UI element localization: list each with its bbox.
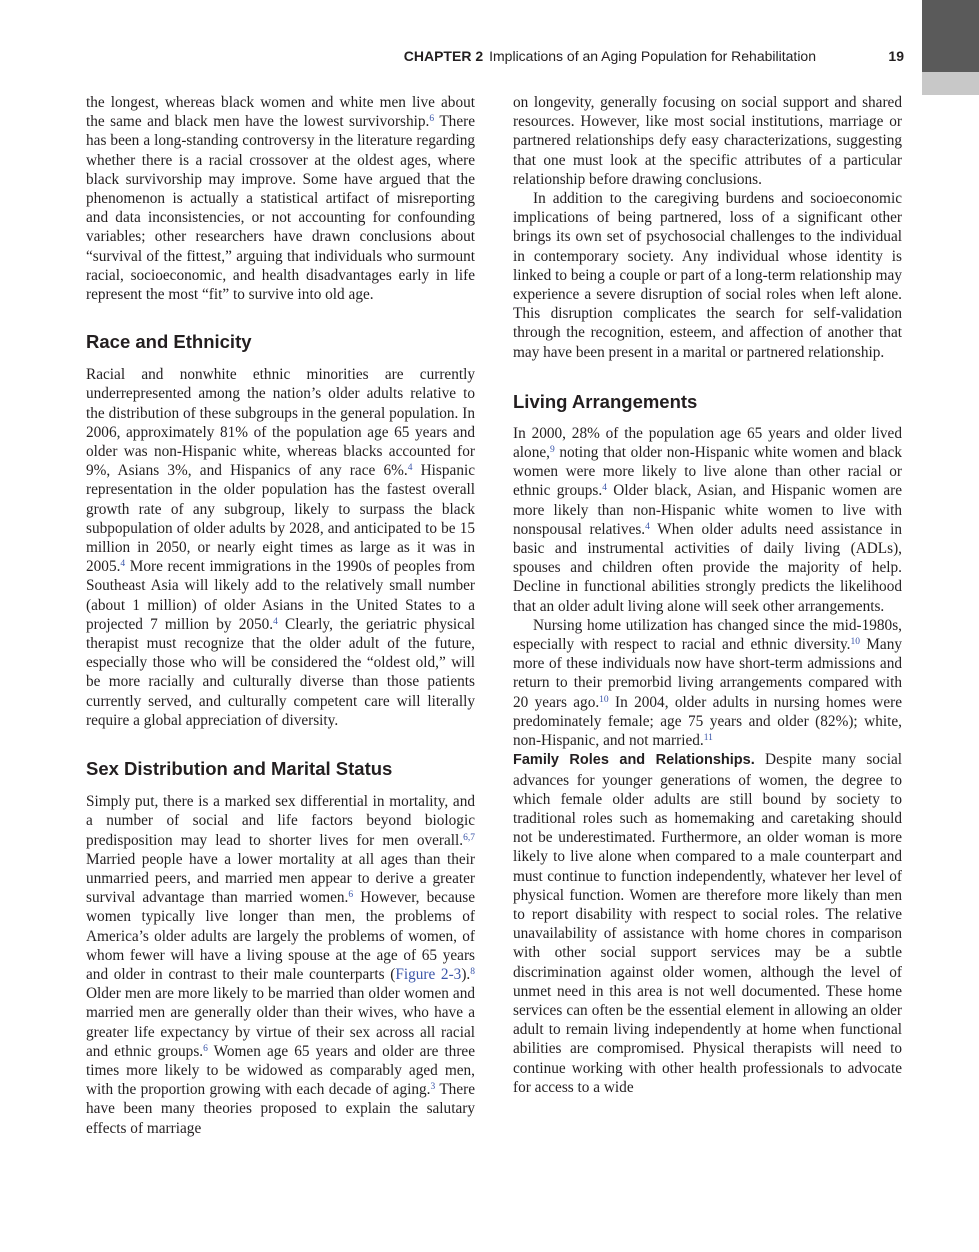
text-span: There have been many theories proposed to explain the salutary effects of marriage (86, 1081, 475, 1137)
page-tab-dark (922, 0, 979, 72)
citation-ref[interactable]: 3 (430, 1082, 436, 1093)
paragraph (86, 93, 475, 304)
citation-ref[interactable]: 4 (602, 483, 607, 494)
figure-link[interactable]: Figure 2-3 (395, 965, 462, 983)
paragraph (513, 424, 902, 616)
chapter-heading (404, 48, 816, 64)
text-span: Many more of these individuals now have short-term admissions and return to their premorbid living arrangements compared with 20 years ago. (513, 636, 902, 711)
citation-ref[interactable]: 10 (599, 694, 609, 705)
chapter-label: CHAPTER 2 (403, 48, 484, 64)
section-heading-sex: Sex Distribution and Marital Status (86, 758, 393, 780)
text-span: Married people have a lower mortality at all ages than their unmarried peers, and married men appear to derive a greater survival advantage than married women. (86, 850, 475, 907)
text-span: Older men are more likely to be married than older women and married men are generally older than their wives, who have a greater life expectancy by virtue of their sex across all racial and ethnic groups. (86, 985, 475, 1060)
paragraph (86, 365, 475, 730)
citation-ref[interactable]: 4 (645, 521, 650, 532)
text-span: In 2000, 28% of the population age 65 years and older lived alone, (513, 424, 902, 462)
section-heading-living: Living Arrangements (513, 390, 698, 412)
paragraph (513, 616, 902, 750)
citation-ref[interactable]: 6 (348, 890, 354, 901)
page-number: 19 (888, 48, 904, 64)
text-span: noting that older non-Hispanic white women and black women were more likely to live alone than other racial or ethnic groups. (513, 444, 902, 500)
paragraph: on longevity, generally focusing on social support and shared resources. However, like most social institutions, marriage or partnered relationships defy easy characterizations, suggesting that one must look at the specific attributes of a particular relationship before drawing conclusions. (513, 94, 902, 188)
paragraph: In addition to the caregiving burdens and socioeconomic implications of being partnered, loss of a significant other brings its own set of psychosocial challenges to the individual in contemporary society. Any individual whose identity is linked to being a couple or part of a long-term relationship may experience a severe disruption of social roles when left alone. This disruption complicates the search for self-validation through the recognition, esteem, and affection of another that may have been present in a marital or partnered relationship. (513, 190, 902, 361)
page-tab-light (922, 72, 979, 95)
text-span: Hispanic representation in the older population has the fastest overall growth rate of any subgroup, likely to surpass the black subpopulation of older adults by 2028, and anticipated to be 15 million in 2050, or nearly eight times as large as it was in 2005. (86, 462, 476, 576)
text-span: Simply put, there is a marked sex differential in mortality, and a number of social and life factors beyond biologic predisposition may lead to shorter lives for men overall. (86, 793, 475, 849)
text-span: the longest, whereas black women and white men live about the same and black men have the lowest survivorship. (86, 94, 475, 131)
text-span: There has been a long-standing controversy in the literature regarding whether there is a racial crossover at the oldest ages, where black survivorship may improve. Some have argued that the phenomenon is actually a statistical artifact of misreporting and data inconsistencies, or not accounting for confounding variables; other researchers have drawn conclusions about “survival of the fittest,” arguing that individuals who surmount racial, socioeconomic, and health disadvantages early in life represent the most “fit” to survive into old age. (86, 113, 475, 304)
citation-ref[interactable]: 4 (407, 463, 413, 474)
paragraph (513, 750, 902, 1097)
text-span: When older adults need assistance in basic and instrumental activities of daily living (ADLs), spouses and children often provide the majority of help. Decline in functional abilities strongly predicts the likelihood that an older adult living alone will seek other arrangements. (513, 520, 902, 615)
chapter-title: Implications of an Aging Population for Rehabilitation (489, 48, 816, 64)
running-header (86, 48, 904, 68)
text-span: However, because women typically live longer than men, the problems of America’s older adults are largely the problems of women, of whom fewer will have a living spouse at the age of 65 years and older in contrast to their male counterparts ( (86, 889, 475, 983)
text-span: Racial and nonwhite ethnic minorities are currently underrepresented among the nation’s older adults relative to the distribution of these subgroups in the general population. In 2006, approximately 81% of the population age 65 years and older was non-Hispanic white, whereas blacks accounted for 9%, Asians 3%, and Hispanics of any race 6%. (86, 366, 475, 480)
citation-ref[interactable]: 6 (203, 1043, 208, 1054)
right-column (513, 93, 902, 1097)
section-heading-race: Race and Ethnicity (86, 331, 252, 353)
text-span: Women age 65 years and older are three times more likely to be widowed as comparably aged men, with the proportion growing with each decade of aging. (86, 1042, 476, 1099)
citation-ref[interactable]: 11 (703, 733, 713, 744)
text-span: Clearly, the geriatric physical therapist must recognize that the older adult of the future, especially those who will be considered the “oldest old,” will be more racially and culturally diverse than those patients currently served, and culturally competent care will literally require a global appreciation of diversity. (86, 615, 475, 729)
citation-ref[interactable]: 8 (470, 966, 475, 977)
text-span: Nursing home utilization has changed since the mid-1980s, especially with respect to racial and ethnic diversity. (513, 616, 902, 654)
text-span: ). (461, 965, 471, 983)
text-span: Older black, Asian, and Hispanic women are more likely than non-Hispanic white women to live with nonspousal relatives. (513, 482, 902, 538)
text-span: More recent immigrations in the 1990s of peoples from Southeast Asia will likely add to the relatively small number (about 1 million) of older Asians in the United States to a projected 7 million by 2050. (86, 558, 475, 633)
text-span: Despite many social advances for younger generations of women, the degree to which female older adults are still bound by society to traditional roles such as homemaking and caretaking should not be underestimated. Furthermore, an older woman is more likely to live alone when compared to a male counterpart and must continue to function independently, whatever her level of physical function. Women are therefore more likely than men to report disability with respect to social roles. The relative unavailability of assistance with home chores in comparison with other social support services may be a subtle discrimination against older women, although the level of unmet need in this area is not well documented. These home services can often be the essential element in allowing an older adult to remain living independently at home when functional abilities are compromised. Physical therapists will need to continue working with other health professionals to advocate for access to a wide (513, 751, 902, 1096)
citation-ref[interactable]: 9 (549, 445, 555, 456)
citation-ref[interactable]: 10 (850, 637, 860, 648)
citation-ref[interactable]: 4 (120, 559, 126, 570)
citation-ref[interactable]: 6 (429, 114, 435, 125)
text-span: In 2004, older adults in nursing homes were predominately female; age 75 years and older (82%); white, non-Hispanic, and not married. (513, 693, 902, 750)
run-in-heading: Family Roles and Relationships. (513, 752, 755, 769)
citation-ref[interactable]: 4 (273, 616, 278, 627)
paragraph (86, 792, 475, 1138)
citation-ref[interactable]: 6,7 (463, 832, 475, 843)
left-column (86, 93, 475, 1138)
